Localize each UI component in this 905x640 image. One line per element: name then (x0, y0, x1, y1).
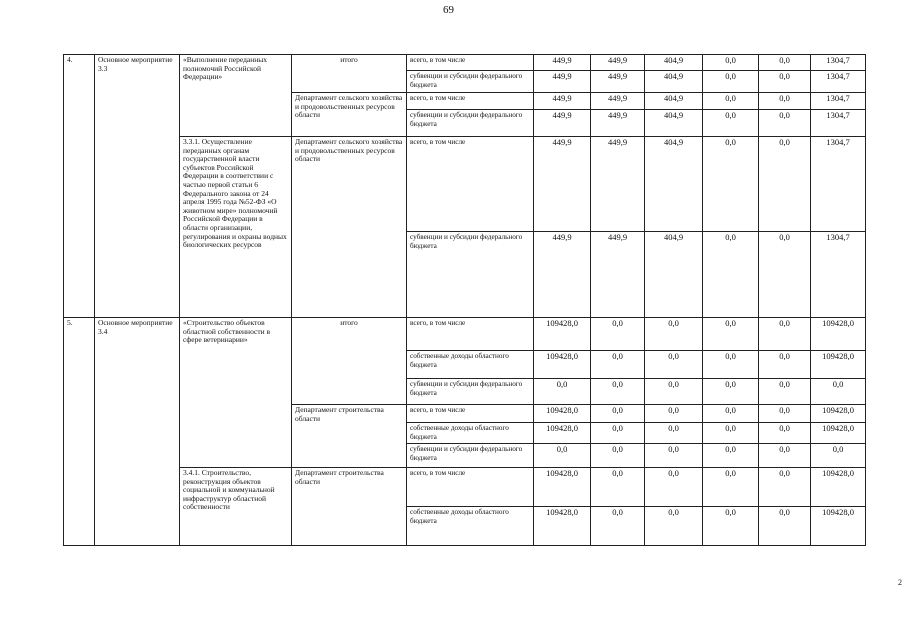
event-title: «Строительство объектов областной собственности в сфере ветеринарии» (180, 318, 292, 468)
funding-source-label: субвенции и субсидии федерального бюджета (407, 110, 534, 137)
amount-cell: 449,9 (591, 232, 645, 318)
event-name: Основное мероприятие 3.3 (95, 55, 180, 318)
amount-cell: 0,0 (703, 379, 759, 405)
amount-cell: 0,0 (703, 137, 759, 232)
amount-cell: 0,0 (534, 444, 591, 468)
funding-source-label: всего, в том числе (407, 93, 534, 110)
amount-cell: 109428,0 (811, 405, 866, 423)
amount-cell: 109428,0 (811, 351, 866, 379)
amount-cell: 0,0 (645, 444, 703, 468)
amount-cell: 0,0 (759, 71, 811, 93)
amount-cell: 0,0 (645, 423, 703, 444)
amount-cell: 0,0 (703, 444, 759, 468)
amount-cell: 0,0 (591, 405, 645, 423)
amount-cell: 0,0 (759, 93, 811, 110)
amount-cell: 0,0 (703, 232, 759, 318)
amount-cell: 0,0 (759, 318, 811, 351)
amount-cell: 0,0 (645, 405, 703, 423)
amount-cell: 0,0 (703, 507, 759, 546)
amount-cell: 0,0 (703, 405, 759, 423)
amount-cell: 0,0 (534, 379, 591, 405)
amount-cell: 0,0 (759, 55, 811, 71)
amount-cell: 0,0 (759, 423, 811, 444)
amount-cell: 0,0 (645, 318, 703, 351)
amount-cell: 404,9 (645, 137, 703, 232)
funding-source-label: всего, в том числе (407, 137, 534, 232)
amount-cell: 1304,7 (811, 93, 866, 110)
executor: Департамент строительства области (292, 405, 407, 468)
amount-cell: 449,9 (534, 93, 591, 110)
table-row (64, 55, 866, 71)
row-number: 4. (64, 55, 95, 318)
row-number: 5. (64, 318, 95, 546)
amount-cell: 0,0 (703, 351, 759, 379)
amount-cell: 0,0 (759, 507, 811, 546)
amount-cell: 0,0 (811, 379, 866, 405)
amount-cell: 0,0 (759, 379, 811, 405)
subevent-title: 3.3.1. Осуществление переданных органам государственной власти субъектов Российской Федерации в соответствии с частью первой статьи 6 Федерального закона от 24 апреля 1995 года №52-ФЗ «О животном мире» полномочий Российской Федерации в области организации, регулирования и охраны водных биологических ресурсов (180, 137, 292, 318)
funding-source-label: собственные доходы областного бюджета (407, 423, 534, 444)
funding-source-label: всего, в том числе (407, 468, 534, 507)
funding-source-label: собственные доходы областного бюджета (407, 507, 534, 546)
amount-cell: 449,9 (534, 110, 591, 137)
funding-source-label: субвенции и субсидии федерального бюджета (407, 232, 534, 318)
side-mark: 2 (898, 578, 902, 587)
event-name: Основное мероприятие 3.4 (95, 318, 180, 546)
funding-source-label: всего, в том числе (407, 405, 534, 423)
amount-cell: 109428,0 (811, 423, 866, 444)
executor: Департамент сельского хозяйства и продовольственных ресурсов области (292, 137, 407, 318)
executor: итого (292, 318, 407, 405)
amount-cell: 0,0 (759, 137, 811, 232)
amount-cell: 404,9 (645, 232, 703, 318)
amount-cell: 449,9 (534, 55, 591, 71)
amount-cell: 0,0 (759, 405, 811, 423)
funding-source-label: субвенции и субсидии федерального бюджета (407, 379, 534, 405)
amount-cell: 109428,0 (534, 423, 591, 444)
amount-cell: 404,9 (645, 93, 703, 110)
event-title: «Выполнение переданных полномочий Российской Федерации» (180, 55, 292, 137)
amount-cell: 0,0 (645, 379, 703, 405)
amount-cell: 449,9 (534, 71, 591, 93)
amount-cell: 0,0 (759, 351, 811, 379)
amount-cell: 109428,0 (811, 318, 866, 351)
amount-cell: 0,0 (703, 318, 759, 351)
amount-cell: 1304,7 (811, 110, 866, 137)
amount-cell: 449,9 (591, 55, 645, 71)
amount-cell: 109428,0 (811, 468, 866, 507)
amount-cell: 0,0 (591, 507, 645, 546)
amount-cell: 449,9 (591, 93, 645, 110)
table-row (64, 137, 866, 232)
funding-source-label: всего, в том числе (407, 55, 534, 71)
funding-source-label: субвенции и субсидии федерального бюджета (407, 444, 534, 468)
amount-cell: 404,9 (645, 55, 703, 71)
amount-cell: 449,9 (591, 71, 645, 93)
funding-source-label: собственные доходы областного бюджета (407, 351, 534, 379)
amount-cell: 0,0 (591, 423, 645, 444)
amount-cell: 404,9 (645, 71, 703, 93)
amount-cell: 1304,7 (811, 55, 866, 71)
amount-cell: 0,0 (703, 93, 759, 110)
amount-cell: 0,0 (645, 468, 703, 507)
amount-cell: 0,0 (703, 468, 759, 507)
table-row (64, 318, 866, 351)
executor: Департамент сельского хозяйства и продовольственных ресурсов области (292, 93, 407, 137)
funding-source-label: всего, в том числе (407, 318, 534, 351)
amount-cell: 109428,0 (534, 405, 591, 423)
amount-cell: 404,9 (645, 110, 703, 137)
table-row (64, 468, 866, 507)
amount-cell: 0,0 (703, 110, 759, 137)
amount-cell: 109428,0 (534, 507, 591, 546)
amount-cell: 109428,0 (534, 318, 591, 351)
amount-cell: 0,0 (811, 444, 866, 468)
amount-cell: 109428,0 (811, 507, 866, 546)
amount-cell: 449,9 (591, 137, 645, 232)
amount-cell: 0,0 (591, 444, 645, 468)
page-number: 69 (443, 4, 454, 16)
amount-cell: 1304,7 (811, 71, 866, 93)
amount-cell: 0,0 (703, 71, 759, 93)
executor: Департамент строительства области (292, 468, 407, 546)
amount-cell: 109428,0 (534, 351, 591, 379)
budget-table (63, 54, 866, 546)
amount-cell: 0,0 (645, 351, 703, 379)
amount-cell: 449,9 (534, 232, 591, 318)
amount-cell: 0,0 (703, 423, 759, 444)
amount-cell: 109428,0 (534, 468, 591, 507)
amount-cell: 0,0 (591, 379, 645, 405)
amount-cell: 0,0 (759, 232, 811, 318)
amount-cell: 0,0 (645, 507, 703, 546)
amount-cell: 0,0 (591, 351, 645, 379)
amount-cell: 1304,7 (811, 137, 866, 232)
amount-cell: 449,9 (591, 110, 645, 137)
amount-cell: 0,0 (591, 468, 645, 507)
amount-cell: 0,0 (759, 110, 811, 137)
executor: итого (292, 55, 407, 93)
amount-cell: 0,0 (759, 468, 811, 507)
subevent-title: 3.4.1. Строительство, реконструкция объектов социальной и коммунальной инфраструктур областной собственности (180, 468, 292, 546)
amount-cell: 449,9 (534, 137, 591, 232)
funding-source-label: субвенции и субсидии федерального бюджета (407, 71, 534, 93)
amount-cell: 1304,7 (811, 232, 866, 318)
amount-cell: 0,0 (591, 318, 645, 351)
amount-cell: 0,0 (703, 55, 759, 71)
amount-cell: 0,0 (759, 444, 811, 468)
